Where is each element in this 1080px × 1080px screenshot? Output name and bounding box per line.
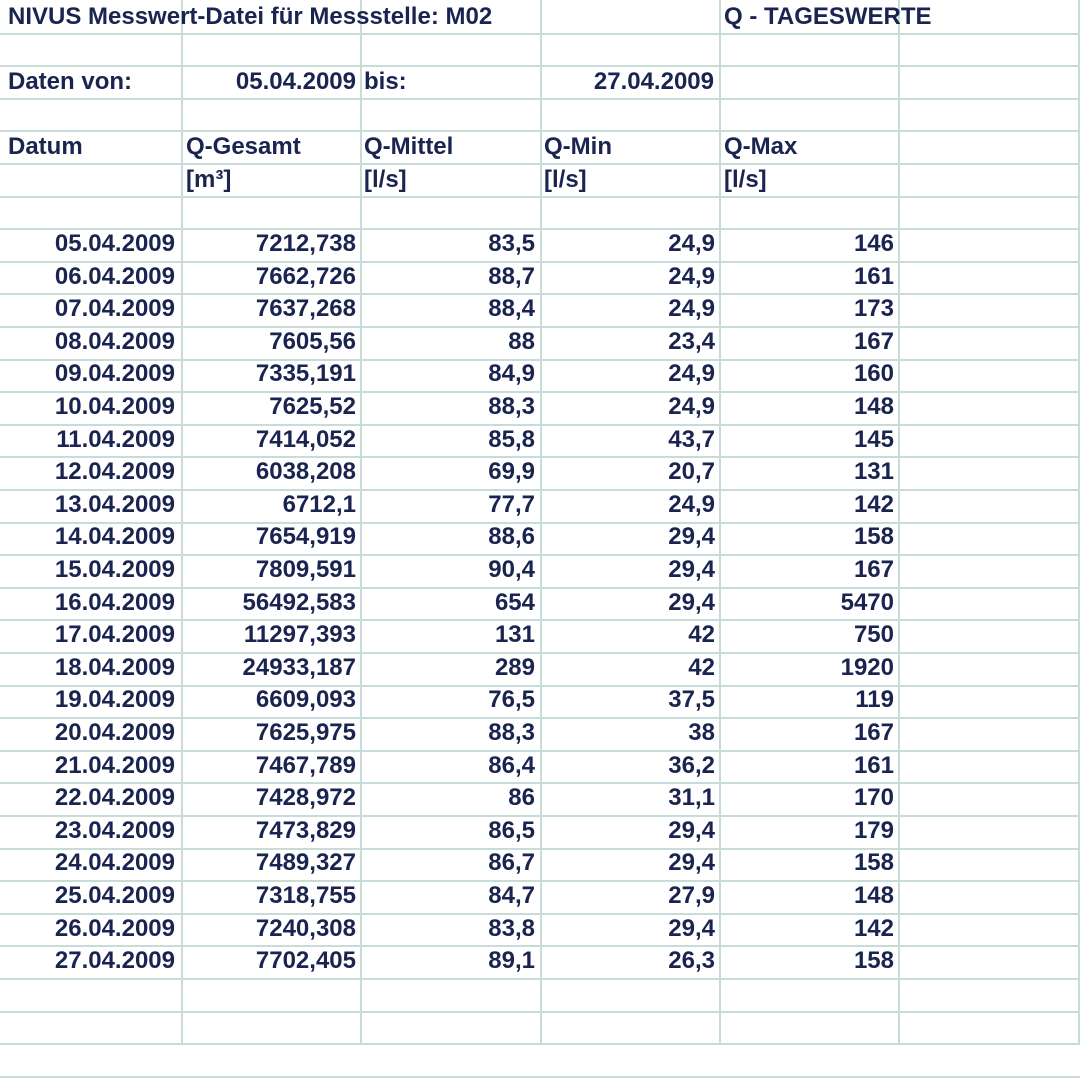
cell-q-gesamt: 7702,405 [255, 947, 356, 974]
cell-q-min: 29,4 [668, 556, 715, 583]
cell-q-min: 38 [688, 719, 715, 746]
cell-q-max: 160 [853, 360, 894, 387]
cell-q-max: 167 [853, 719, 894, 746]
cell-q-max: 148 [853, 393, 894, 420]
cell-q-max: 161 [853, 752, 894, 779]
cell-q-max: 750 [853, 621, 894, 648]
row-gridline [0, 1076, 1080, 1078]
cell-datum: 23.04.2009 [54, 817, 175, 844]
cell-q-mittel: 289 [494, 654, 535, 681]
cell-q-gesamt: 7467,789 [255, 752, 356, 779]
column-header-q-min: Q-Min [544, 133, 612, 160]
cell-q-max: 179 [853, 817, 894, 844]
cell-datum: 14.04.2009 [54, 523, 175, 550]
cell-q-max: 142 [853, 491, 894, 518]
cell-q-mittel: 76,5 [488, 686, 535, 713]
unit-q-gesamt: [m³] [186, 166, 232, 193]
column-gridline [898, 0, 900, 1045]
cell-q-max: 167 [853, 328, 894, 355]
cell-q-gesamt: 7605,56 [269, 328, 356, 355]
cell-q-min: 43,7 [668, 426, 715, 453]
cell-datum: 15.04.2009 [54, 556, 175, 583]
cell-datum: 08.04.2009 [54, 328, 175, 355]
unit-q-max: [l/s] [724, 166, 767, 193]
cell-datum: 19.04.2009 [54, 686, 175, 713]
range-label: Daten von: [8, 68, 133, 95]
cell-datum: 16.04.2009 [54, 589, 175, 616]
cell-q-min: 31,1 [668, 784, 715, 811]
cell-q-max: 146 [853, 230, 894, 257]
cell-q-gesamt: 7335,191 [255, 360, 356, 387]
cell-q-min: 29,4 [668, 849, 715, 876]
cell-q-min: 29,4 [668, 523, 715, 550]
cell-datum: 10.04.2009 [54, 393, 175, 420]
cell-q-min: 23,4 [668, 328, 715, 355]
cell-q-max: 170 [853, 784, 894, 811]
cell-q-gesamt: 7654,919 [255, 523, 356, 550]
cell-q-min: 20,7 [668, 458, 715, 485]
column-header-q-max: Q-Max [724, 133, 798, 160]
cell-datum: 11.04.2009 [56, 426, 175, 453]
column-header-q-mittel: Q-Mittel [364, 133, 454, 160]
cell-datum: 13.04.2009 [54, 491, 175, 518]
cell-q-min: 29,4 [668, 589, 715, 616]
cell-datum: 25.04.2009 [54, 882, 175, 909]
cell-q-max: 173 [853, 295, 894, 322]
range-from-value: 05.04.2009 [235, 68, 356, 95]
cell-q-min: 29,4 [668, 915, 715, 942]
column-gridline [181, 0, 183, 1045]
range-to-label: bis: [364, 68, 407, 95]
cell-q-max: 5470 [840, 589, 894, 616]
cell-q-gesamt: 24933,187 [242, 654, 356, 681]
cell-datum: 07.04.2009 [54, 295, 175, 322]
cell-q-gesamt: 7637,268 [255, 295, 356, 322]
report-type-label: Q - TAGESWERTE [724, 3, 932, 30]
cell-q-gesamt: 7625,975 [255, 719, 356, 746]
cell-q-mittel: 89,1 [488, 947, 535, 974]
cell-q-max: 131 [853, 458, 894, 485]
cell-q-mittel: 88 [508, 328, 535, 355]
cell-q-gesamt: 11297,393 [243, 621, 356, 648]
cell-q-mittel: 88,4 [488, 295, 535, 322]
cell-q-gesamt: 56492,583 [242, 589, 356, 616]
cell-q-mittel: 83,8 [488, 915, 535, 942]
cell-q-gesamt: 6609,093 [255, 686, 356, 713]
cell-q-gesamt: 7414,052 [255, 426, 356, 453]
cell-q-mittel: 88,7 [488, 263, 535, 290]
cell-q-max: 142 [853, 915, 894, 942]
cell-q-mittel: 85,8 [488, 426, 535, 453]
cell-datum: 20.04.2009 [54, 719, 175, 746]
column-header-q-gesamt: Q-Gesamt [186, 133, 301, 160]
cell-q-min: 24,9 [668, 360, 715, 387]
cell-q-max: 119 [855, 686, 894, 713]
cell-q-gesamt: 7473,829 [255, 817, 356, 844]
cell-q-gesamt: 7240,308 [255, 915, 356, 942]
cell-q-max: 161 [853, 263, 894, 290]
cell-q-gesamt: 7625,52 [269, 393, 356, 420]
cell-q-gesamt: 7662,726 [255, 263, 356, 290]
cell-q-mittel: 88,3 [488, 393, 535, 420]
cell-q-gesamt: 7212,738 [255, 230, 356, 257]
cell-q-max: 158 [853, 947, 894, 974]
cell-datum: 27.04.2009 [54, 947, 175, 974]
cell-q-min: 42 [688, 654, 715, 681]
cell-q-min: 26,3 [668, 947, 715, 974]
sheet-title: NIVUS Messwert-Datei für Messstelle: M02 [8, 3, 493, 30]
cell-q-max: 1920 [840, 654, 894, 681]
cell-q-max: 158 [853, 849, 894, 876]
cell-datum: 17.04.2009 [54, 621, 175, 648]
cell-q-mittel: 131 [494, 621, 535, 648]
cell-datum: 09.04.2009 [54, 360, 175, 387]
column-gridline [360, 0, 362, 1045]
cell-q-mittel: 88,3 [488, 719, 535, 746]
cell-q-min: 36,2 [668, 752, 715, 779]
column-gridline [719, 0, 721, 1045]
cell-q-mittel: 90,4 [488, 556, 535, 583]
cell-q-mittel: 84,9 [488, 360, 535, 387]
column-gridline [540, 0, 542, 1045]
cell-datum: 22.04.2009 [54, 784, 175, 811]
cell-q-mittel: 69,9 [488, 458, 535, 485]
cell-q-min: 24,9 [668, 230, 715, 257]
cell-q-gesamt: 6712,1 [282, 491, 356, 518]
cell-q-gesamt: 6038,208 [255, 458, 356, 485]
cell-datum: 06.04.2009 [54, 263, 175, 290]
cell-datum: 24.04.2009 [54, 849, 175, 876]
cell-q-mittel: 86,4 [488, 752, 535, 779]
cell-q-min: 24,9 [668, 295, 715, 322]
cell-q-min: 29,4 [668, 817, 715, 844]
cell-q-mittel: 84,7 [488, 882, 535, 909]
cell-q-mittel: 86,7 [488, 849, 535, 876]
cell-q-mittel: 88,6 [488, 523, 535, 550]
cell-q-gesamt: 7489,327 [255, 849, 356, 876]
cell-datum: 26.04.2009 [54, 915, 175, 942]
cell-q-mittel: 77,7 [488, 491, 535, 518]
cell-q-min: 42 [688, 621, 715, 648]
cell-q-min: 37,5 [668, 686, 715, 713]
cell-q-max: 167 [853, 556, 894, 583]
range-to-value: 27.04.2009 [593, 68, 714, 95]
cell-q-mittel: 86 [508, 784, 535, 811]
column-header-datum: Datum [8, 133, 83, 160]
unit-q-min: [l/s] [544, 166, 587, 193]
cell-q-mittel: 654 [494, 589, 535, 616]
cell-q-mittel: 86,5 [488, 817, 535, 844]
cell-datum: 12.04.2009 [54, 458, 175, 485]
cell-q-gesamt: 7809,591 [255, 556, 356, 583]
cell-q-min: 24,9 [668, 393, 715, 420]
cell-q-mittel: 83,5 [488, 230, 535, 257]
cell-datum: 05.04.2009 [54, 230, 175, 257]
cell-q-max: 145 [853, 426, 894, 453]
cell-q-min: 27,9 [668, 882, 715, 909]
cell-q-gesamt: 7428,972 [255, 784, 356, 811]
cell-q-min: 24,9 [668, 263, 715, 290]
cell-q-max: 148 [853, 882, 894, 909]
cell-q-min: 24,9 [668, 491, 715, 518]
cell-datum: 21.04.2009 [54, 752, 175, 779]
unit-q-mittel: [l/s] [364, 166, 407, 193]
cell-datum: 18.04.2009 [54, 654, 175, 681]
cell-q-max: 158 [853, 523, 894, 550]
cell-q-gesamt: 7318,755 [255, 882, 356, 909]
